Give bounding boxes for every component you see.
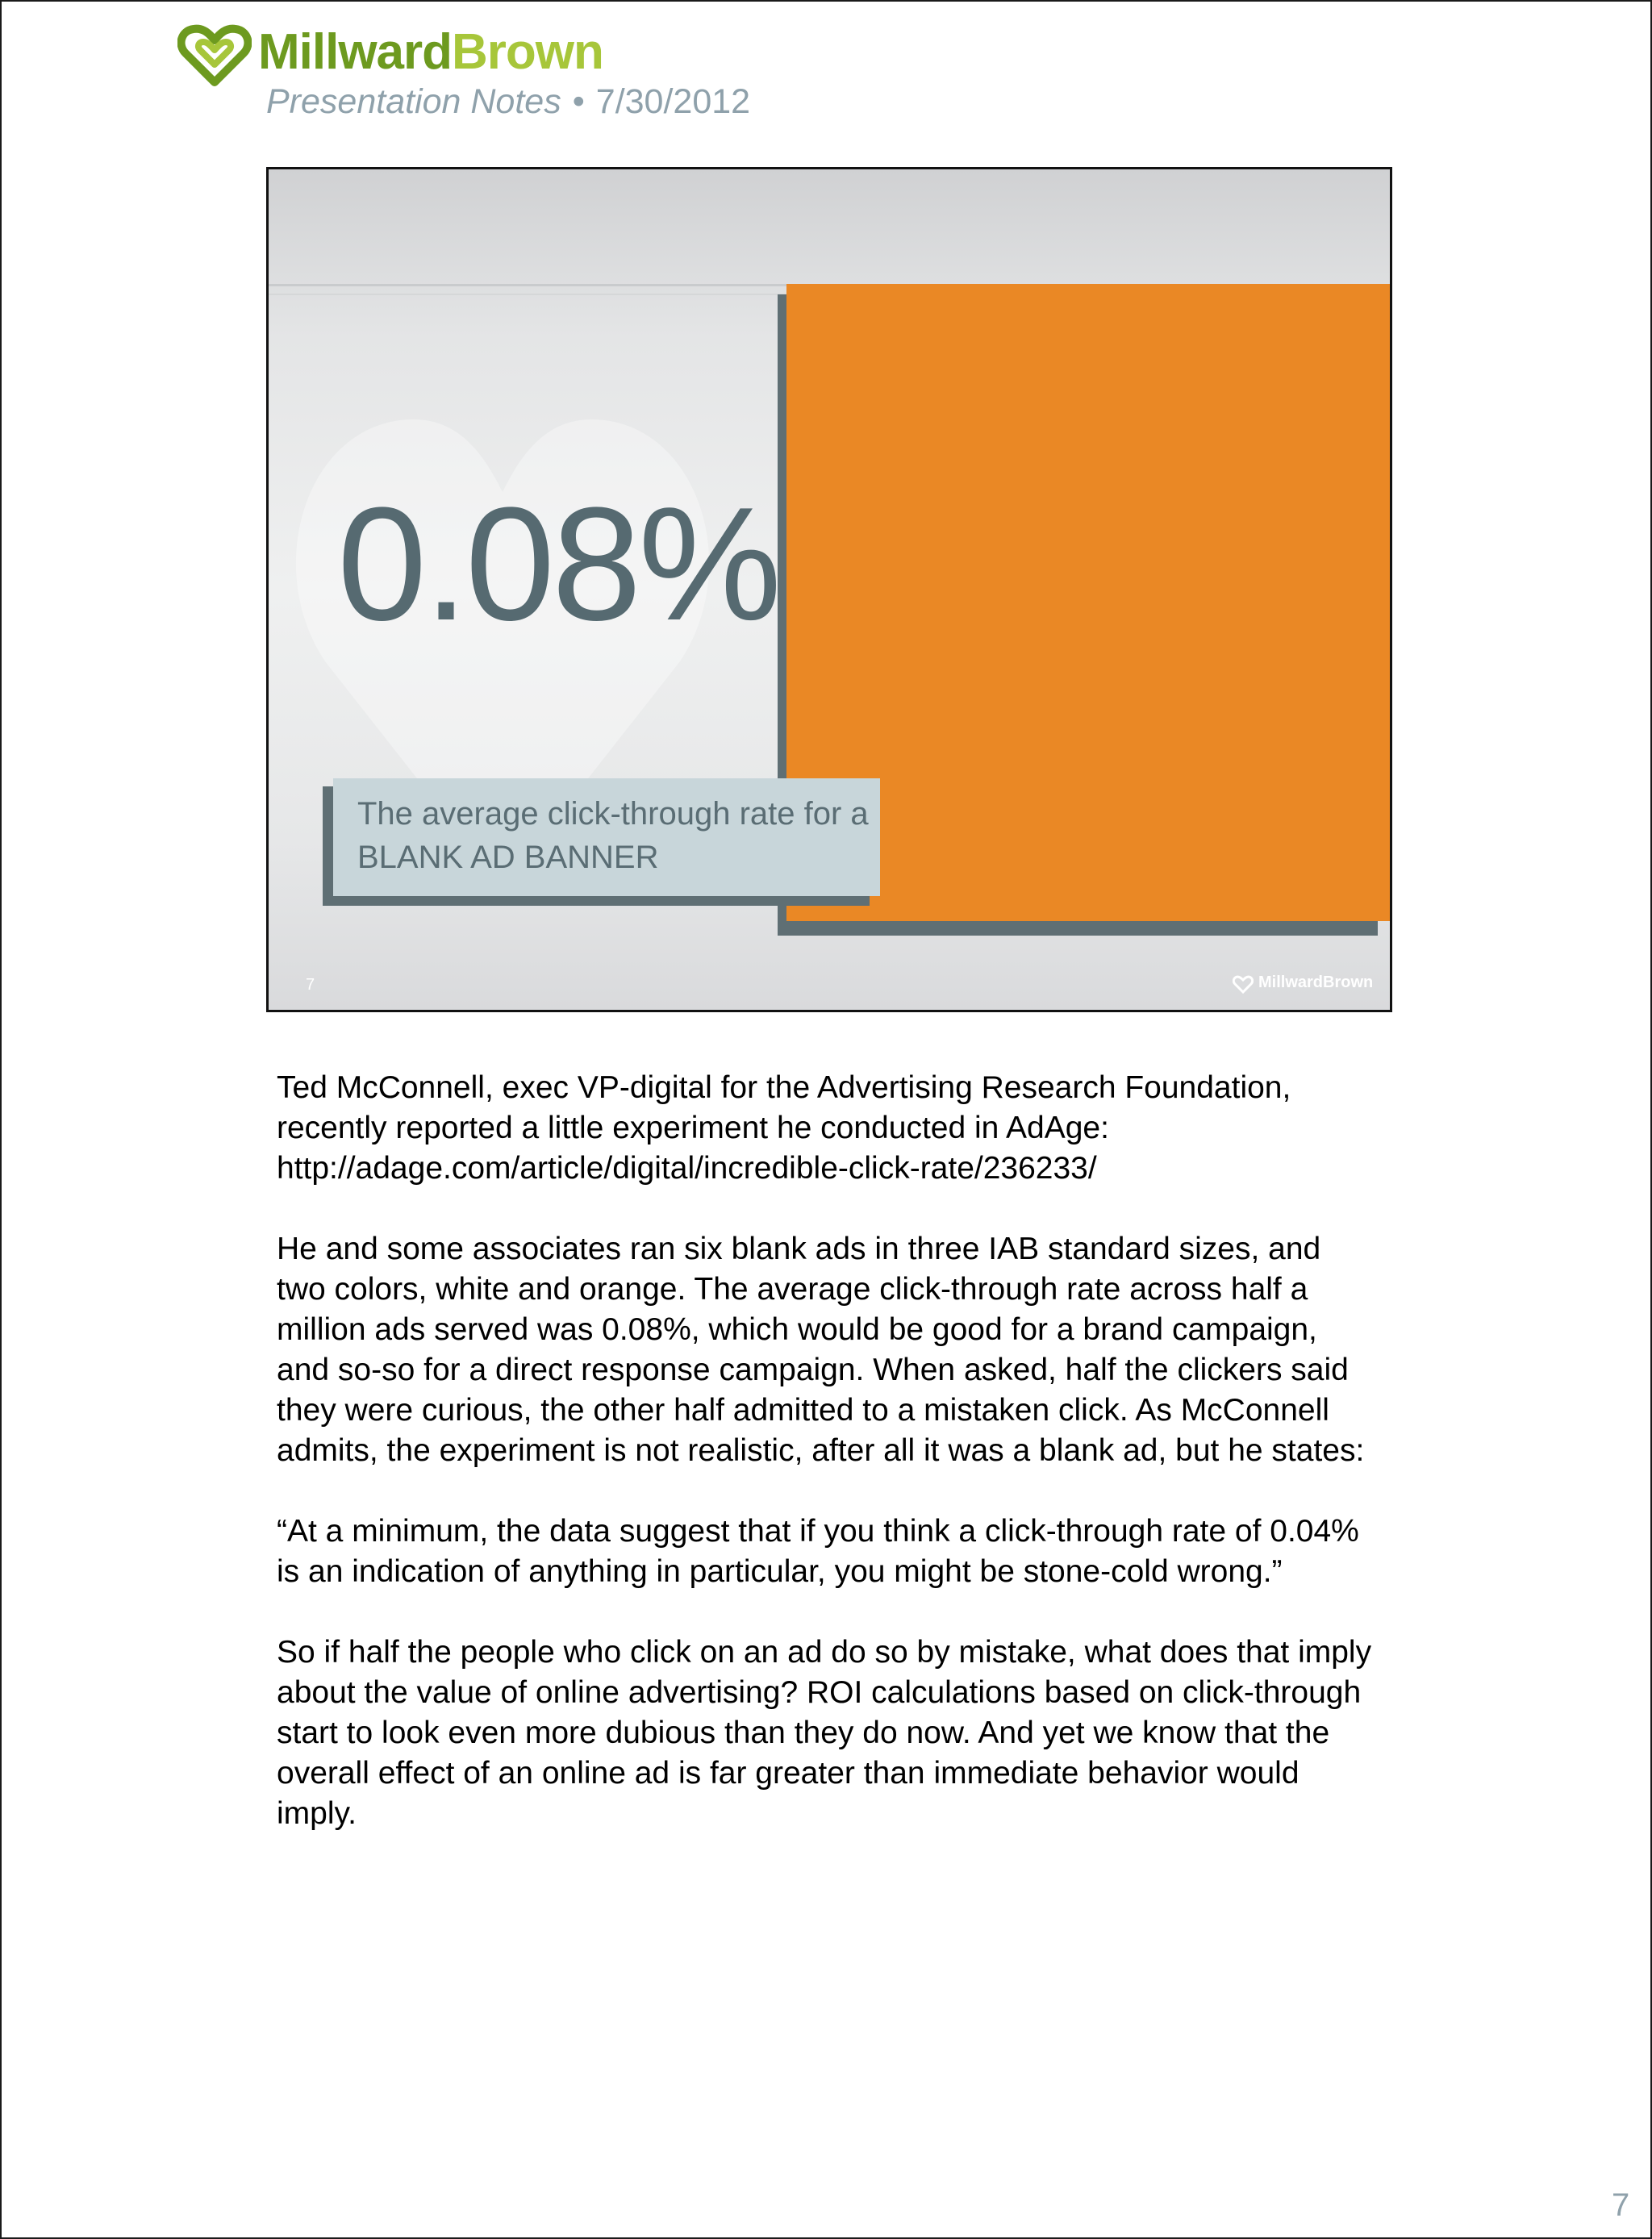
logo-word-brown: Brown bbox=[452, 24, 603, 80]
logo-word-millward: Millward bbox=[258, 24, 453, 80]
statistic-value: 0.08% bbox=[337, 474, 779, 654]
page-number: 7 bbox=[1612, 2187, 1630, 2223]
heart-logo-icon bbox=[177, 23, 252, 87]
caption-line-2: BLANK AD BANNER bbox=[357, 840, 659, 875]
slide-image bbox=[266, 167, 1392, 1012]
notes-paragraph-3: “At a minimum, the data suggest that if you think a click-through rate of 0.04% is an indication of anything in particular, you might be stone-cold wrong.” bbox=[277, 1514, 1359, 1589]
caption-box bbox=[333, 778, 880, 896]
presentation-notes bbox=[277, 1068, 1374, 1834]
logo-wordmark bbox=[258, 24, 603, 81]
presentation-subtitle bbox=[266, 79, 750, 124]
notes-paragraph-1: Ted McConnell, exec VP-digital for the Advertising Research Foundation, recently reported a little experiment he conducted in AdAge: http://adage.com/article/digital/incredible-click-rate/236233/ bbox=[277, 1070, 1291, 1186]
slide-brand-text: MillwardBrown bbox=[1258, 974, 1374, 991]
notes-paragraph-2: He and some associates ran six blank ads in three IAB standard sizes, and two colors, white and orange. The average click-through rate across half a million ads served was 0.08%, which would be good for a brand campaign, and so-so for a direct response campaign. When asked, half the clickers said they were curious, the other half admitted to a mistaken click. As McConnell admits, the experiment is not realistic, after all it was a blank ad, but he states: bbox=[277, 1232, 1365, 1468]
subtitle-date: 7/30/2012 bbox=[595, 82, 751, 121]
subtitle-title: Presentation Notes bbox=[266, 82, 561, 121]
slide-number: 7 bbox=[306, 976, 315, 994]
slide-heart-icon bbox=[1233, 975, 1254, 994]
notes-paragraph-4: So if half the people who click on an ad do so by mistake, what does that imply about the value of online advertising? ROI calculations based on click-through start to look even more dubious than they do now. And yet we know that the overall effect of an online ad is far greater than immediate behavior would imply. bbox=[277, 1635, 1372, 1831]
caption-line-1: The average click-through rate for a bbox=[357, 796, 869, 832]
slide-brand-logo bbox=[1233, 972, 1392, 999]
millward-brown-logo bbox=[177, 19, 603, 84]
subtitle-separator: • bbox=[572, 82, 585, 121]
